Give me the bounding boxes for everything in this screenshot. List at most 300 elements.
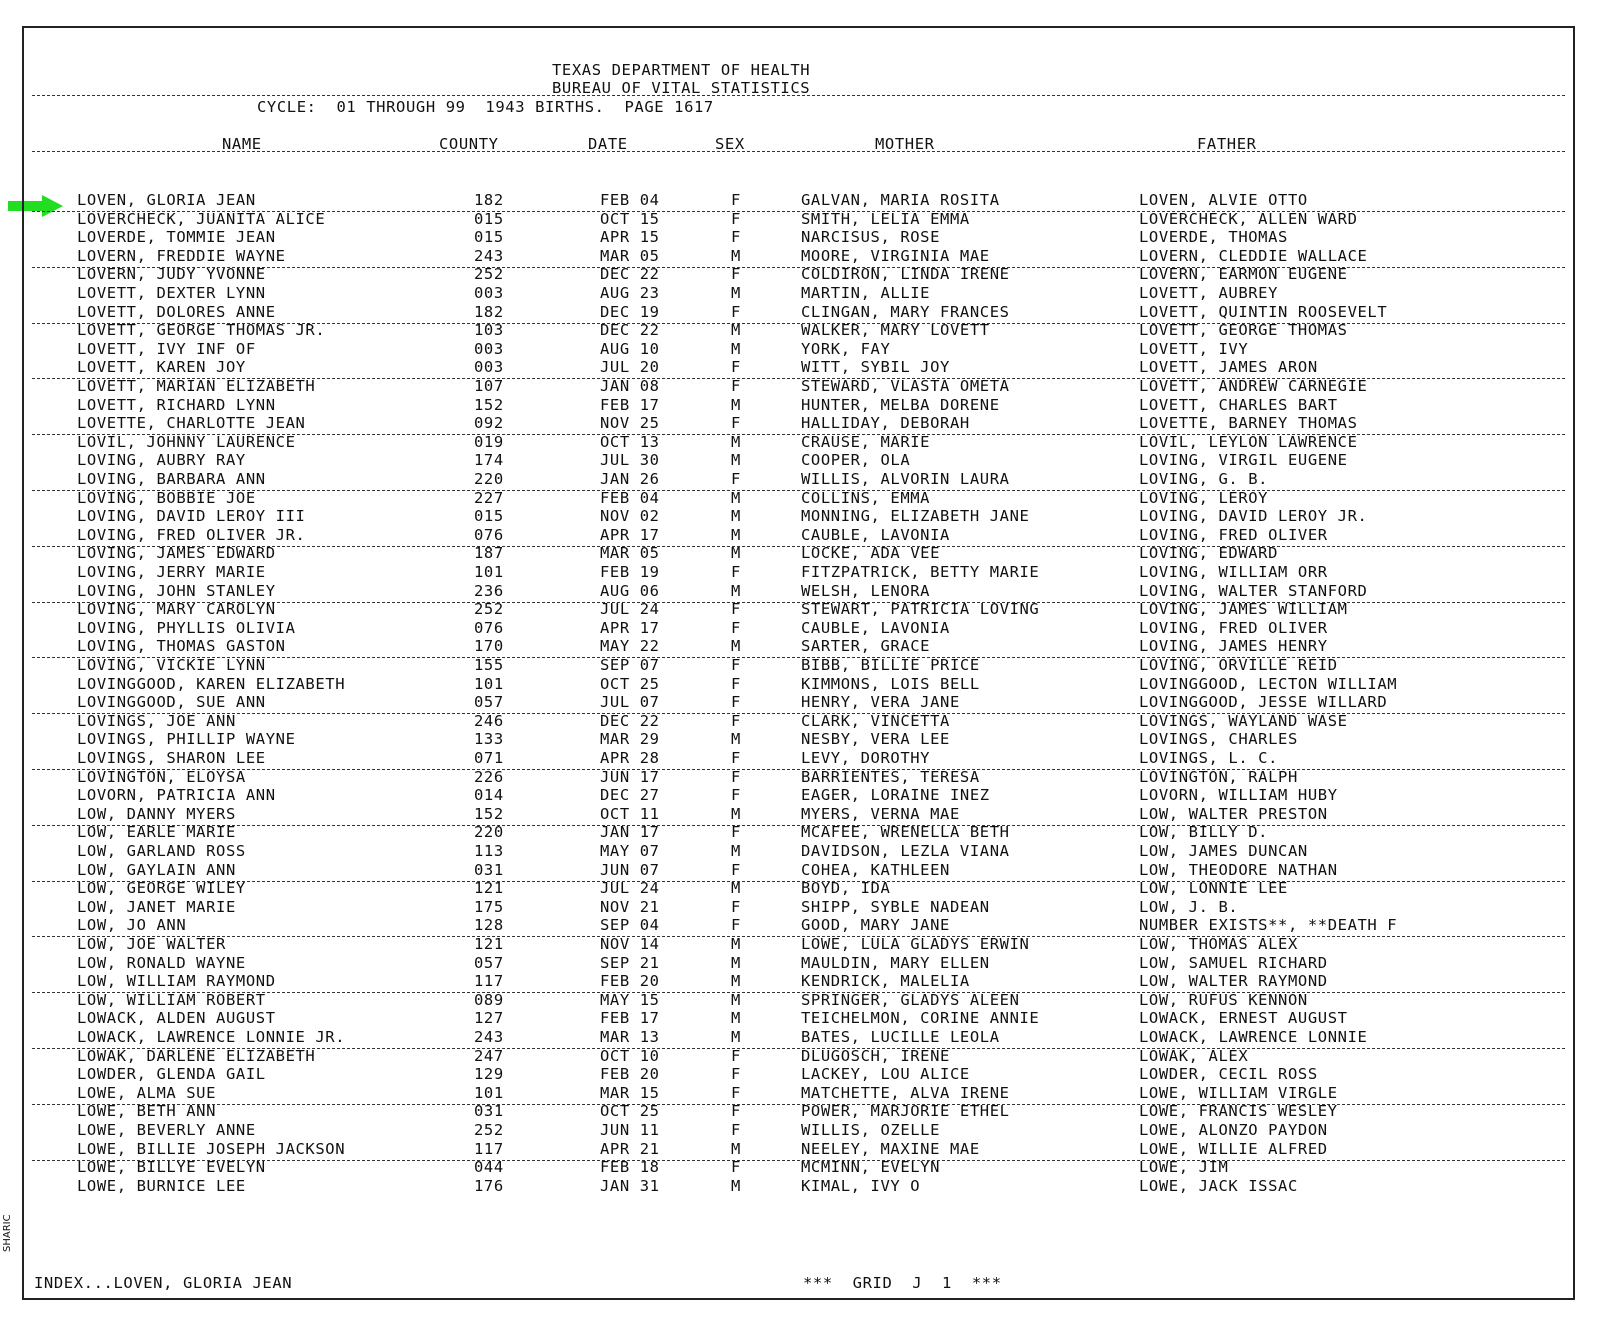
record-county: 187 xyxy=(474,544,504,563)
record-county: 019 xyxy=(474,432,504,451)
record-sex: F xyxy=(731,674,741,693)
record-date: JUN 17 xyxy=(600,767,660,786)
record-date: MAY 15 xyxy=(600,990,660,1009)
record-sex: F xyxy=(731,860,741,879)
record-date: APR 28 xyxy=(600,749,660,767)
table-row xyxy=(24,321,1573,340)
record-father: LOW, BILLY D. xyxy=(1139,823,1269,842)
record-date: NOV 21 xyxy=(600,897,660,916)
record-name: LOVEN, GLORIA JEAN xyxy=(77,191,256,209)
record-name: LOVETT, KAREN JOY xyxy=(77,358,246,377)
record-father: LOVING, WILLIAM ORR xyxy=(1139,563,1328,581)
record-father: LOVETT, JAMES ARON xyxy=(1139,358,1318,377)
record-mother: SMITH, LELIA EMMA xyxy=(801,209,970,228)
record-father: LOWACK, ERNEST AUGUST xyxy=(1139,1009,1348,1028)
record-mother: NESBY, VERA LEE xyxy=(801,730,950,749)
record-date: AUG 23 xyxy=(600,284,660,302)
record-sex: M xyxy=(731,972,741,991)
record-mother: MARTIN, ALLIE xyxy=(801,284,931,302)
record-father: LOVINGS, L. C. xyxy=(1139,749,1279,767)
record-county: 057 xyxy=(474,693,504,712)
table-row xyxy=(24,396,1573,415)
record-county: 057 xyxy=(474,953,504,972)
record-date: OCT 11 xyxy=(600,804,660,823)
record-father: NUMBER EXISTS**, **DEATH F xyxy=(1139,916,1398,935)
record-father: LOVING, FRED OLIVER xyxy=(1139,618,1328,637)
table-row xyxy=(24,1009,1573,1028)
record-mother: COLLINS, EMMA xyxy=(801,488,931,507)
record-name: LOVIL, JOHNNY LAURENCE xyxy=(77,432,296,451)
record-mother: WELSH, LENORA xyxy=(801,581,931,600)
record-name: LOW, EARLE MARIE xyxy=(77,823,236,842)
record-name: LOVINGS, JOE ANN xyxy=(77,711,236,730)
col-header-sex: SEX xyxy=(715,135,745,153)
table-row xyxy=(24,228,1573,247)
record-name: LOWDER, GLENDA GAIL xyxy=(77,1065,266,1084)
record-father: LOWE, JIM xyxy=(1139,1158,1229,1177)
table-row xyxy=(24,1177,1573,1196)
record-name: LOWE, BEVERLY ANNE xyxy=(77,1121,256,1139)
record-mother: POWER, MARJORIE ETHEL xyxy=(801,1102,1010,1121)
table-row xyxy=(24,414,1573,433)
table-row xyxy=(24,1102,1573,1121)
table-row xyxy=(24,377,1573,396)
record-name: LOW, GARLAND ROSS xyxy=(77,842,246,860)
record-county: 133 xyxy=(474,730,504,749)
record-county: 003 xyxy=(474,284,504,302)
record-name: LOVERN, JUDY YVONNE xyxy=(77,265,266,284)
record-name: LOVINGS, SHARON LEE xyxy=(77,749,266,767)
table-row xyxy=(24,730,1573,749)
record-county: 182 xyxy=(474,191,504,209)
record-sex: F xyxy=(731,786,741,805)
record-father: LOVIL, LEYLON LAWRENCE xyxy=(1139,432,1358,451)
table-row xyxy=(24,861,1573,880)
record-sex: F xyxy=(731,897,741,916)
record-sex: F xyxy=(731,563,741,581)
record-sex: F xyxy=(731,1121,741,1139)
table-row xyxy=(24,489,1573,508)
record-name: LOVING, PHYLLIS OLIVIA xyxy=(77,618,296,637)
record-father: LOW, THEODORE NATHAN xyxy=(1139,860,1338,879)
record-father: LOW, RUFUS KENNON xyxy=(1139,990,1308,1009)
record-mother: HENRY, VERA JANE xyxy=(801,693,960,712)
record-date: APR 17 xyxy=(600,525,660,544)
record-date: FEB 20 xyxy=(600,1065,660,1084)
record-name: LOVINGS, PHILLIP WAYNE xyxy=(77,730,296,749)
record-mother: COLDIRON, LINDA IRENE xyxy=(801,265,1010,284)
record-father: LOVERDE, THOMAS xyxy=(1139,228,1288,247)
record-father: LOVEN, ALVIE OTTO xyxy=(1139,191,1308,209)
record-mother: CRAUSE, MARIE xyxy=(801,432,931,451)
record-father: LOVERCHECK, ALLEN WARD xyxy=(1139,209,1358,228)
record-county: 155 xyxy=(474,656,504,674)
record-sex: F xyxy=(731,302,741,321)
record-mother: MCMINN, EVELYN xyxy=(801,1158,941,1177)
record-sex: F xyxy=(731,600,741,619)
record-date: FEB 17 xyxy=(600,395,660,414)
table-row xyxy=(24,210,1573,229)
record-county: 092 xyxy=(474,414,504,433)
table-row xyxy=(24,526,1573,545)
record-name: LOWACK, LAWRENCE LONNIE JR. xyxy=(77,1028,346,1046)
record-sex: M xyxy=(731,321,741,340)
record-mother: KIMAL, IVY O xyxy=(801,1176,921,1195)
record-date: FEB 18 xyxy=(600,1158,660,1177)
record-name: LOWAK, DARLENE ELIZABETH xyxy=(77,1046,316,1065)
record-mother: LEVY, DOROTHY xyxy=(801,749,931,767)
record-county: 236 xyxy=(474,581,504,600)
record-mother: LOWE, LULA GLADYS ERWIN xyxy=(801,935,1030,953)
table-row xyxy=(24,842,1573,861)
table-row xyxy=(24,470,1573,489)
record-date: DEC 22 xyxy=(600,321,660,340)
record-date: JAN 26 xyxy=(600,470,660,488)
record-date: APR 21 xyxy=(600,1139,660,1158)
table-row xyxy=(24,693,1573,712)
record-name: LOVINGGOOD, SUE ANN xyxy=(77,693,266,712)
table-row xyxy=(24,451,1573,470)
table-row xyxy=(24,898,1573,917)
record-mother: BIBB, BILLIE PRICE xyxy=(801,656,980,674)
record-date: AUG 06 xyxy=(600,581,660,600)
record-name: LOVETT, GEORGE THOMAS JR. xyxy=(77,321,326,340)
record-mother: WITT, SYBIL JOY xyxy=(801,358,950,377)
table-row xyxy=(24,879,1573,898)
record-name: LOVING, MARY CAROLYN xyxy=(77,600,276,619)
record-mother: YORK, FAY xyxy=(801,339,891,358)
table-row xyxy=(24,284,1573,303)
table-row xyxy=(24,972,1573,991)
record-date: FEB 20 xyxy=(600,972,660,991)
record-county: 089 xyxy=(474,990,504,1009)
record-county: 127 xyxy=(474,1009,504,1028)
table-row xyxy=(24,768,1573,787)
record-father: LOVINGGOOD, LECTON WILLIAM xyxy=(1139,674,1398,693)
record-name: LOW, JOE WALTER xyxy=(77,935,226,953)
record-county: 252 xyxy=(474,600,504,619)
record-date: JUL 30 xyxy=(600,451,660,470)
records-table xyxy=(24,28,1573,1298)
record-sex: F xyxy=(731,265,741,284)
record-name: LOW, GAYLAIN ANN xyxy=(77,860,236,879)
record-county: 015 xyxy=(474,209,504,228)
record-county: 003 xyxy=(474,339,504,358)
record-date: NOV 25 xyxy=(600,414,660,433)
record-father: LOVETT, IVY xyxy=(1139,339,1249,358)
table-row xyxy=(24,637,1573,656)
table-row xyxy=(24,1065,1573,1084)
record-county: 003 xyxy=(474,358,504,377)
record-name: LOW, DANNY MYERS xyxy=(77,804,236,823)
record-father: LOVINGS, WAYLAND WASE xyxy=(1139,711,1348,730)
record-father: LOWE, ALONZO PAYDON xyxy=(1139,1121,1328,1139)
table-row xyxy=(24,191,1573,210)
record-county: 170 xyxy=(474,637,504,656)
record-date: JUL 24 xyxy=(600,600,660,619)
record-sex: M xyxy=(731,525,741,544)
record-sex: F xyxy=(731,228,741,247)
table-row xyxy=(24,1140,1573,1159)
record-date: OCT 25 xyxy=(600,1102,660,1121)
record-sex: M xyxy=(731,953,741,972)
record-mother: SPRINGER, GLADYS ALEEN xyxy=(801,990,1020,1009)
record-sex: F xyxy=(731,767,741,786)
record-county: 247 xyxy=(474,1046,504,1065)
record-name: LOVING, AUBRY RAY xyxy=(77,451,246,470)
record-mother: CAUBLE, LAVONIA xyxy=(801,618,950,637)
record-mother: MCAFEE, WRENELLA BETH xyxy=(801,823,1010,842)
record-date: OCT 25 xyxy=(600,674,660,693)
record-father: LOWE, WILLIAM VIRGLE xyxy=(1139,1083,1338,1102)
record-date: DEC 27 xyxy=(600,786,660,805)
record-name: LOVINGTON, ELOYSA xyxy=(77,767,246,786)
record-name: LOWE, BETH ANN xyxy=(77,1102,217,1121)
record-date: APR 17 xyxy=(600,618,660,637)
record-father: LOVINGTON, RALPH xyxy=(1139,767,1298,786)
record-name: LOVING, JERRY MARIE xyxy=(77,563,266,581)
record-father: LOVETTE, BARNEY THOMAS xyxy=(1139,414,1358,433)
record-sex: F xyxy=(731,377,741,395)
table-row xyxy=(24,823,1573,842)
record-name: LOW, WILLIAM ROBERT xyxy=(77,990,266,1009)
col-header-father: FATHER xyxy=(1197,135,1257,153)
record-date: OCT 10 xyxy=(600,1046,660,1065)
record-name: LOWE, BILLYE EVELYN xyxy=(77,1158,266,1177)
record-mother: BATES, LUCILLE LEOLA xyxy=(801,1028,1000,1046)
table-row xyxy=(24,1047,1573,1066)
table-row xyxy=(24,303,1573,322)
record-mother: MYERS, VERNA MAE xyxy=(801,804,960,823)
record-father: LOVING, DAVID LEROY JR. xyxy=(1139,507,1368,526)
record-mother: STEWART, PATRICIA LOVING xyxy=(801,600,1040,619)
record-sex: F xyxy=(731,191,741,209)
record-name: LOVETT, RICHARD LYNN xyxy=(77,395,276,414)
record-name: LOWE, BURNICE LEE xyxy=(77,1176,246,1195)
record-county: 103 xyxy=(474,321,504,340)
record-father: LOVINGGOOD, JESSE WILLARD xyxy=(1139,693,1388,712)
col-header-date: DATE xyxy=(588,135,628,153)
record-name: LOVERDE, TOMMIE JEAN xyxy=(77,228,276,247)
record-name: LOVETT, IVY INF OF xyxy=(77,339,256,358)
record-county: 252 xyxy=(474,265,504,284)
record-mother: GALVAN, MARIA ROSITA xyxy=(801,191,1000,209)
record-county: 226 xyxy=(474,767,504,786)
record-sex: F xyxy=(731,470,741,488)
record-name: LOVETT, DOLORES ANNE xyxy=(77,302,276,321)
record-father: LOWE, JACK ISSAC xyxy=(1139,1176,1298,1195)
record-date: JUL 07 xyxy=(600,693,660,712)
record-sex: F xyxy=(731,749,741,767)
record-county: 031 xyxy=(474,1102,504,1121)
record-date: JAN 08 xyxy=(600,377,660,395)
record-name: LOW, RONALD WAYNE xyxy=(77,953,246,972)
record-county: 076 xyxy=(474,618,504,637)
record-name: LOW, JO ANN xyxy=(77,916,187,935)
record-county: 076 xyxy=(474,525,504,544)
record-date: SEP 21 xyxy=(600,953,660,972)
record-mother: MOORE, VIRGINIA MAE xyxy=(801,246,990,265)
table-row xyxy=(24,507,1573,526)
record-mother: STEWARD, VLASTA OMETA xyxy=(801,377,1010,395)
col-header-name: NAME xyxy=(222,135,262,153)
record-father: LOVORN, WILLIAM HUBY xyxy=(1139,786,1338,805)
record-father: LOVETT, ANDREW CARNEGIE xyxy=(1139,377,1368,395)
record-county: 121 xyxy=(474,935,504,953)
record-sex: M xyxy=(731,1009,741,1028)
record-sex: F xyxy=(731,1065,741,1084)
record-county: 113 xyxy=(474,842,504,860)
record-county: 128 xyxy=(474,916,504,935)
record-mother: GOOD, MARY JANE xyxy=(801,916,950,935)
header-bureau: BUREAU OF VITAL STATISTICS xyxy=(552,79,811,97)
record-mother: LACKEY, LOU ALICE xyxy=(801,1065,970,1084)
record-county: 227 xyxy=(474,488,504,507)
record-mother: BOYD, IDA xyxy=(801,879,891,898)
record-father: LOVETT, GEORGE THOMAS xyxy=(1139,321,1348,340)
record-name: LOVERCHECK, JUANITA ALICE xyxy=(77,209,326,228)
record-father: LOW, J. B. xyxy=(1139,897,1239,916)
record-sex: M xyxy=(731,432,741,451)
record-father: LOW, WALTER PRESTON xyxy=(1139,804,1328,823)
record-mother: EAGER, LORAINE INEZ xyxy=(801,786,990,805)
record-county: 014 xyxy=(474,786,504,805)
record-name: LOVING, THOMAS GASTON xyxy=(77,637,286,656)
record-county: 101 xyxy=(474,674,504,693)
record-date: NOV 14 xyxy=(600,935,660,953)
record-sex: M xyxy=(731,544,741,563)
record-county: 252 xyxy=(474,1121,504,1139)
record-father: LOVETT, QUINTIN ROOSEVELT xyxy=(1139,302,1388,321)
record-sex: F xyxy=(731,358,741,377)
record-mother: SARTER, GRACE xyxy=(801,637,931,656)
record-father: LOVETT, CHARLES BART xyxy=(1139,395,1338,414)
record-mother: KENDRICK, MALELIA xyxy=(801,972,970,991)
table-row xyxy=(24,247,1573,266)
record-name: LOVETT, MARIAN ELIZABETH xyxy=(77,377,316,395)
record-father: LOWE, FRANCIS WESLEY xyxy=(1139,1102,1338,1121)
record-sex: F xyxy=(731,209,741,228)
record-mother: NEELEY, MAXINE MAE xyxy=(801,1139,980,1158)
record-county: 101 xyxy=(474,1083,504,1102)
record-sex: F xyxy=(731,618,741,637)
record-date: MAR 29 xyxy=(600,730,660,749)
record-county: 071 xyxy=(474,749,504,767)
side-label: SHARIC xyxy=(2,1214,13,1252)
record-name: LOVETT, DEXTER LYNN xyxy=(77,284,266,302)
record-father: LOVING, VIRGIL EUGENE xyxy=(1139,451,1348,470)
record-father: LOVING, G. B. xyxy=(1139,470,1269,488)
record-father: LOVING, EDWARD xyxy=(1139,544,1279,563)
record-date: JUL 24 xyxy=(600,879,660,898)
record-father: LOVING, JAMES HENRY xyxy=(1139,637,1328,656)
record-county: 101 xyxy=(474,563,504,581)
header-department: TEXAS DEPARTMENT OF HEALTH xyxy=(552,61,811,79)
record-county: 243 xyxy=(474,246,504,265)
col-header-mother: MOTHER xyxy=(875,135,935,153)
record-sex: M xyxy=(731,1028,741,1046)
table-row xyxy=(24,582,1573,601)
record-county: 015 xyxy=(474,507,504,526)
header-cycle: CYCLE: 01 THROUGH 99 1943 BIRTHS. PAGE 1617 xyxy=(257,98,714,116)
record-mother: HALLIDAY, DEBORAH xyxy=(801,414,970,433)
record-date: MAR 05 xyxy=(600,544,660,563)
record-father: LOVERN, EARMON EUGENE xyxy=(1139,265,1348,284)
record-sex: F xyxy=(731,1083,741,1102)
record-sex: F xyxy=(731,1102,741,1121)
record-mother: COHEA, KATHLEEN xyxy=(801,860,950,879)
record-date: FEB 19 xyxy=(600,563,660,581)
record-date: DEC 22 xyxy=(600,711,660,730)
record-name: LOVINGGOOD, KAREN ELIZABETH xyxy=(77,674,346,693)
record-father: LOW, JAMES DUNCAN xyxy=(1139,842,1308,860)
record-mother: DAVIDSON, LEZLA VIANA xyxy=(801,842,1010,860)
record-county: 243 xyxy=(474,1028,504,1046)
record-sex: M xyxy=(731,990,741,1009)
record-name: LOW, WILLIAM RAYMOND xyxy=(77,972,276,991)
record-father: LOWE, WILLIE ALFRED xyxy=(1139,1139,1328,1158)
table-row xyxy=(24,1028,1573,1047)
record-father: LOVING, JAMES WILLIAM xyxy=(1139,600,1348,619)
table-row xyxy=(24,265,1573,284)
record-date: JUL 20 xyxy=(600,358,660,377)
record-father: LOVINGS, CHARLES xyxy=(1139,730,1298,749)
footer-index: INDEX...LOVEN, GLORIA JEAN xyxy=(34,1274,293,1292)
record-name: LOVING, JAMES EDWARD xyxy=(77,544,276,563)
record-mother: SHIPP, SYBLE NADEAN xyxy=(801,897,990,916)
record-mother: LOCKE, ADA VEE xyxy=(801,544,941,563)
record-father: LOW, WALTER RAYMOND xyxy=(1139,972,1328,991)
record-father: LOW, LONNIE LEE xyxy=(1139,879,1288,898)
table-row xyxy=(24,935,1573,954)
record-date: JAN 31 xyxy=(600,1176,660,1195)
record-sex: M xyxy=(731,395,741,414)
record-name: LOVING, BARBARA ANN xyxy=(77,470,266,488)
record-name: LOVING, FRED OLIVER JR. xyxy=(77,525,306,544)
record-sex: M xyxy=(731,1176,741,1195)
record-name: LOW, JANET MARIE xyxy=(77,897,236,916)
record-county: 220 xyxy=(474,823,504,842)
record-county: 015 xyxy=(474,228,504,247)
record-sex: F xyxy=(731,693,741,712)
record-date: AUG 10 xyxy=(600,339,660,358)
record-sex: F xyxy=(731,711,741,730)
footer-grid: *** GRID J 1 *** xyxy=(803,1274,1002,1292)
table-row xyxy=(24,712,1573,731)
table-row xyxy=(24,749,1573,768)
record-father: LOVING, ORVILLE REID xyxy=(1139,656,1338,674)
record-date: SEP 07 xyxy=(600,656,660,674)
record-mother: FITZPATRICK, BETTY MARIE xyxy=(801,563,1040,581)
record-date: MAY 07 xyxy=(600,842,660,860)
record-date: SEP 04 xyxy=(600,916,660,935)
record-date: OCT 13 xyxy=(600,432,660,451)
record-date: FEB 17 xyxy=(600,1009,660,1028)
record-date: MAR 15 xyxy=(600,1083,660,1102)
table-row xyxy=(24,991,1573,1010)
record-mother: WALKER, MARY LOVETT xyxy=(801,321,990,340)
table-row xyxy=(24,1121,1573,1140)
record-sex: M xyxy=(731,730,741,749)
record-sex: F xyxy=(731,916,741,935)
record-mother: WILLIS, OZELLE xyxy=(801,1121,941,1139)
record-father: LOVETT, AUBREY xyxy=(1139,284,1279,302)
record-date: OCT 15 xyxy=(600,209,660,228)
record-sex: M xyxy=(731,246,741,265)
record-mother: MATCHETTE, ALVA IRENE xyxy=(801,1083,1010,1102)
record-mother: HUNTER, MELBA DORENE xyxy=(801,395,1000,414)
record-sheet xyxy=(22,26,1575,1300)
